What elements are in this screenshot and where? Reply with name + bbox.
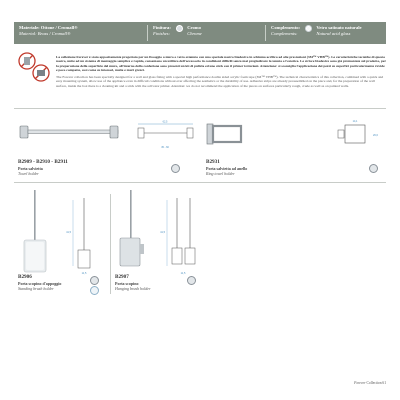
column-divider [110,194,111,294]
material-en: Material: Brass / Cromall® [19,31,71,36]
hanging-brush-holder-drawing [160,198,195,275]
standing-brush-holder-photo [18,188,108,278]
chrome-swatch-icon [176,25,183,32]
finish-label-it: Finitura: [153,25,171,30]
product-code: B2907 [115,274,129,280]
complement-label-en: Complements: [271,31,298,36]
dim-label: 11,5 [81,272,87,275]
product-code: B2906 [18,274,32,280]
finish-value-it: Cromo [187,25,201,30]
chrome-finish-icon [187,276,196,285]
complement-value-it: Vetro satinato naturale [316,25,362,30]
complement-label-it: Complemento: [271,25,301,30]
glass-finish-icon [90,286,99,295]
product-name-it: Porta scopino [115,281,139,286]
material-cell [14,22,148,44]
dim-label: 41,5 [160,231,165,234]
towel-holder-photo [18,118,198,160]
description-english: The Forever collection has been specially designed for a wall and glass fixing with a special high performance double sided acrylic foam tape (3M™ VHB™). The technical characteristics of this collection, combined with a quick and easy mounting system, allow use of the appliance even in difficult conditions without ever affecting the aesthetics or the durability of use. Adhesive strips are already preassembled on the piece and, for the preparation of the wall surface, inside the box there is a cleaning kit and a stick with the activator primer. Attention: we do not recommend the application of the pieces on surfaces particularly rough, crude as well as on painted walls. [56,75,384,88]
product-code: B2909 - B2910 - B2911 [18,159,68,165]
towel-holder-drawing [138,121,193,150]
finish-label-en: Finishes: [153,31,171,36]
section-divider [14,108,386,109]
complement-cell [266,22,386,44]
footer-collection: Collection [366,381,382,385]
dim-label: 62,5 [162,120,168,124]
footer-brand: Forever [354,381,366,385]
ring-towel-holder-photo [205,116,385,158]
product-code: B2931 [206,159,220,165]
finish-value-en: Chrome [187,31,202,36]
product-header-bar [14,22,386,44]
material-it: Materiale: Ottone / Cromall® [19,25,78,30]
complement-value-en: Natural acid glass [316,31,351,36]
page-footer [354,381,386,385]
description-italian: La collezione Forever è stata appositamente progettata per un fissaggio a muro o vetro ottenuto con uno speciale nastro biadesivo in schiuma acrilica ad alte prestazioni (3M™ VHB™). Le caratteristiche tecniche di questo nastro, unite ad un sistema di montaggio semplice e rapido, consentono un utilizzo dell'accessorio in condizioni difficili senza mai pregiudicare la tenuta o l'estetica. Le strisce biadesive sono già premontate sul prodotto, per la preparazione della superficie del muro, all'interno della confezione sono presenti un kit di pulizia ed uno stick con il primer istruzioni. Attenzione: si sconsiglia l'applicazione dei pezzi su superfici particolarmente ruvide e poco compatte, così come su intonaci, malte e muri grezzi. [56,55,386,72]
product-name-en: Standing brush holder [18,286,54,291]
glass-swatch-icon [305,25,312,32]
dim-label: 26,6 [373,134,378,137]
product-name-en: Hanging brush holder [115,286,151,291]
product-name-en: Ring towel holder [206,171,235,176]
ring-towel-holder-drawing [338,120,378,143]
dim-label: 14,1 [352,120,358,123]
collection-description [56,55,386,88]
dim-label: 11,5 [180,272,186,275]
no-rough-surface-warning-icon [18,52,51,85]
finish-cell [148,22,266,44]
standing-brush-holder-drawing [66,198,90,275]
dim-label: 41,5 [66,231,71,234]
chrome-finish-icon [90,276,99,285]
chrome-finish-icon [369,164,378,173]
dim-label: 45 - 60 [161,146,169,149]
product-name-it: Porta scopino d'appoggio [18,281,62,286]
product-name-en: Towel holder [18,171,39,176]
page-number: 61 [382,381,386,385]
section-divider [14,182,386,183]
product-name-it: Porta salvietta ad anello [206,166,248,171]
hanging-brush-holder-photo [114,188,204,278]
chrome-finish-icon [171,164,180,173]
product-name-it: Porta salvietta [18,166,43,171]
